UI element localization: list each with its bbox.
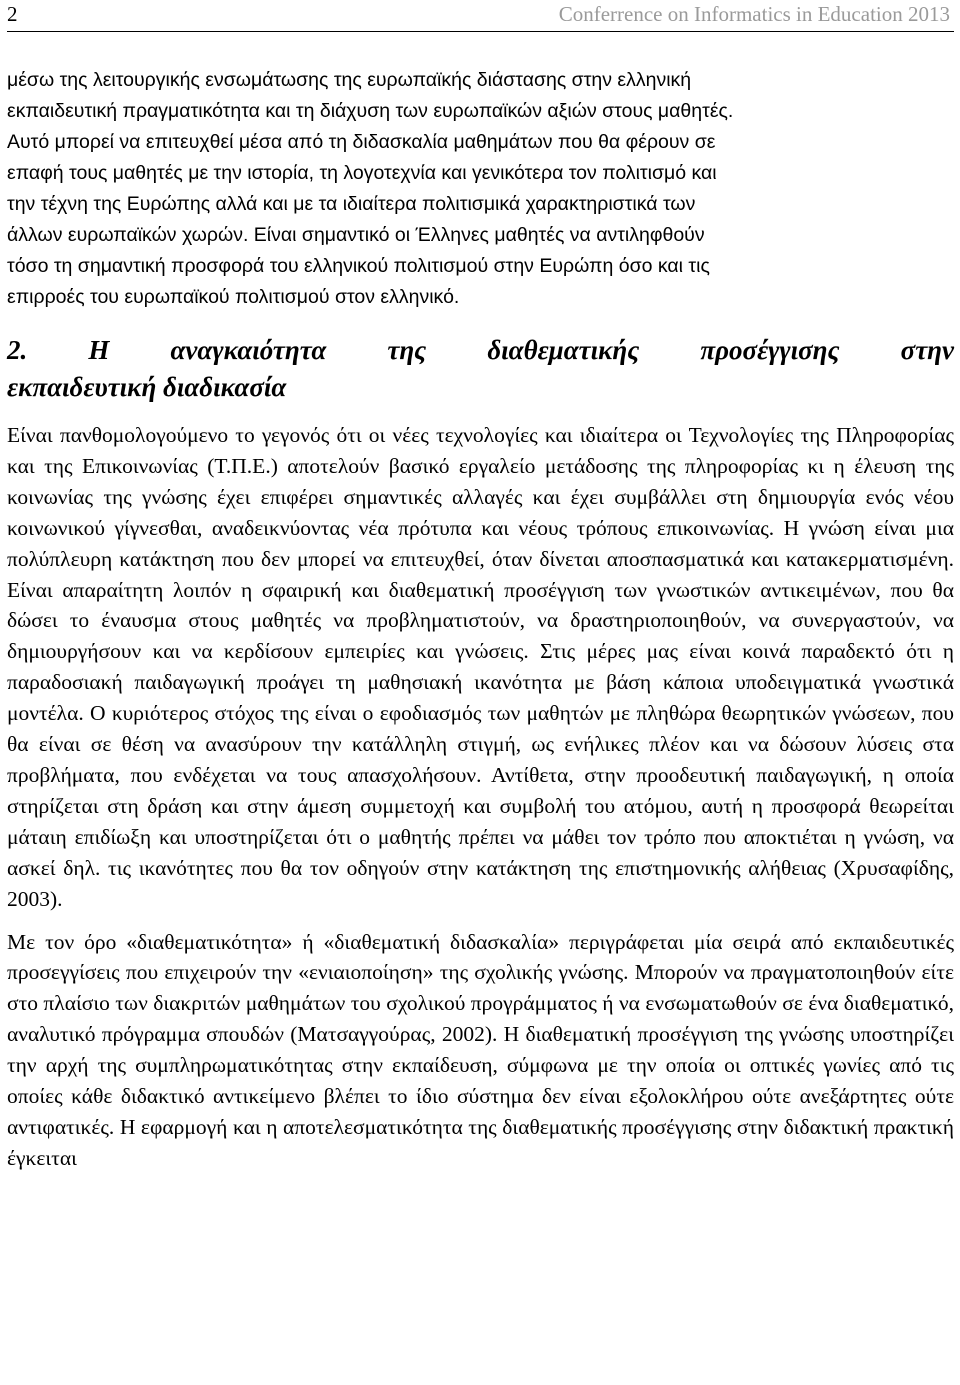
text-line: επαφή τους μαθητές με την ιστορία, τη λογοτεχνία και γενικότερα τον πολιτισμό και: [7, 162, 717, 184]
paragraph-body-1: Είναι πανθομολογούμενο το γεγονός ότι οι νέες τεχνολογίες και ιδιαίτερα οι Τεχνολογίες της Πληροφορίας και της Επικοινωνίας (Τ.Π.Ε.) αποτελούν βασικό εργαλείο μετάδοσης της πληροφορίας κι η έλευση της κοινωνίας της γνώσης έχει επιφέρει σημαντικές αλλαγές και έχει συμβάλλει στη δημιουργία ενός νέου κοινωνικού γίγνεσθαι, αναδεικνύοντας νέα πρότυπα και νέους τρόπους επικοινωνίας. Η γνώση είναι μια πολύπλευρη κατάκτηση που δεν μπορεί να επιτευχθεί, όταν δίνεται αποσπασματικά και κατακερματισμένη. Είναι απαραίτητη λοιπόν η σφαιρική και διαθεματική προσέγγιση των γνωστικών αντικειμένων, που θα δώσει το έναυσμα στους μαθητές να προβληματιστούν, να δραστηριοποιηθούν, να συνεργαστούν, να δημιουργήσουν και να κερδίσουν εμπειρίες και γνώσεις. Στις μέρες μας είναι κοινά παραδεκτό ότι η παραδοσιακή παιδαγωγική προάγει τη μαθησιακή ικανότητα με βάση κάποια υποδειγματικά γνωστικά μοντέλα. Ο κυριότερος στόχος της είναι ο εφοδιασμός των μαθητών με πληθώρα θεωρητικών γνώσεων, που θα είναι σε θέση να ανασύρουν την κατάλληλη στιγμή, ως ενήλικες πλέον και να δώσουν λύσεις στα προβλήματα, που ενδέχεται να τους απασχολήσουν. Αντίθετα, στην προοδευτική παιδαγωγική, η οποία στηρίζεται στη δράση και στην άμεση συμμετοχή και συμβολή του ατόμου, αυτή η προσφορά θεωρείται μάταιη επιδίωξη και υποστηρίζεται ότι ο μαθητής πρέπει να μάθει τον τρόπο που αποκτιέται η γνώση, να ασκεί δηλ. τις ικανότητες που θα τον οδηγούν στην κατάκτηση της επιστημονικής αλήθειας (Χρυσαφίδης, 2003).: [7, 423, 954, 911]
page-number: 2: [7, 2, 18, 26]
text-line: Αυτό μπορεί να επιτευχθεί μέσα από τη διδασκαλία μαθημάτων που θα φέρουν σε: [7, 131, 716, 153]
conference-title: Conferrence on Informatics in Education 2013: [558, 2, 950, 26]
section-heading: [7, 332, 954, 406]
text-line: άλλων ευρωπαϊκών χωρών. Είναι σημαντικό οι Έλληνες μαθητές να αντιληφθούν: [7, 224, 705, 246]
text-line: μέσω της λειτουργικής ενσωμάτωσης της ευρωπαϊκής διάστασης στην ελληνική: [7, 69, 692, 91]
paragraph-body-2: Με τον όρο «διαθεματικότητα» ή «διαθεματική διδασκαλία» περιγράφεται μία σειρά από εκπαιδευτικές προσεγγίσεις που επιχειρούν την «ενιαιοποίηση» της σχολικής γνώσης. Μπορούν να πραγματοποιηθούν είτε στο πλαίσιο των διακριτών μαθημάτων του σχολικού προγράμματος ή να ενσωματωθούν σε ένα διαθεματικό, αναλυτικό πρόγραμμα σπουδών (Ματσαγγούρας, 2002). Η διαθεματική προσέγγιση της γνώσης υποστηρίζει την αρχή της συμπληρωματικότητας στην εκπαίδευση, σύμφωνα με την οποία οι οπτικές γωνίες από τις οποίες κάθε διδακτικό αντικείμενο βλέπει το ίδιο σύστημα δεν είναι εξολοκλήρου ούτε ανεξάρτητες ούτε αντιφατικές. Η εφαρμογή και η αποτελεσματικότητα της διαθεματικής προσέγγισης στην διδακτική πρακτική έγκειται: [7, 929, 954, 1170]
text-line: εκπαιδευτική πραγματικότητα και τη διάχυση των ευρωπαϊκών αξιών στους μαθητές.: [7, 100, 734, 122]
text-line: την τέχνη της Ευρώπης αλλά και με τα ιδιαίτερα πολιτισμικά χαρακτηριστικά των: [7, 193, 696, 215]
text-line: τόσο τη σημαντική προσφορά του ελληνικού πολιτισμού στην Ευρώπη όσο και τις: [7, 255, 710, 277]
text-line: επιρροές του ευρωπαϊκού πολιτισμού στον ελληνικό.: [7, 286, 460, 308]
page-header: [7, 0, 954, 32]
section-heading-line-1: 2. Η αναγκαιότητα της διαθεματικής προσέγγισης στην: [7, 335, 954, 365]
paragraph-intro: [7, 65, 954, 313]
section-heading-line-2: εκπαιδευτική διαδικασία: [7, 372, 287, 402]
